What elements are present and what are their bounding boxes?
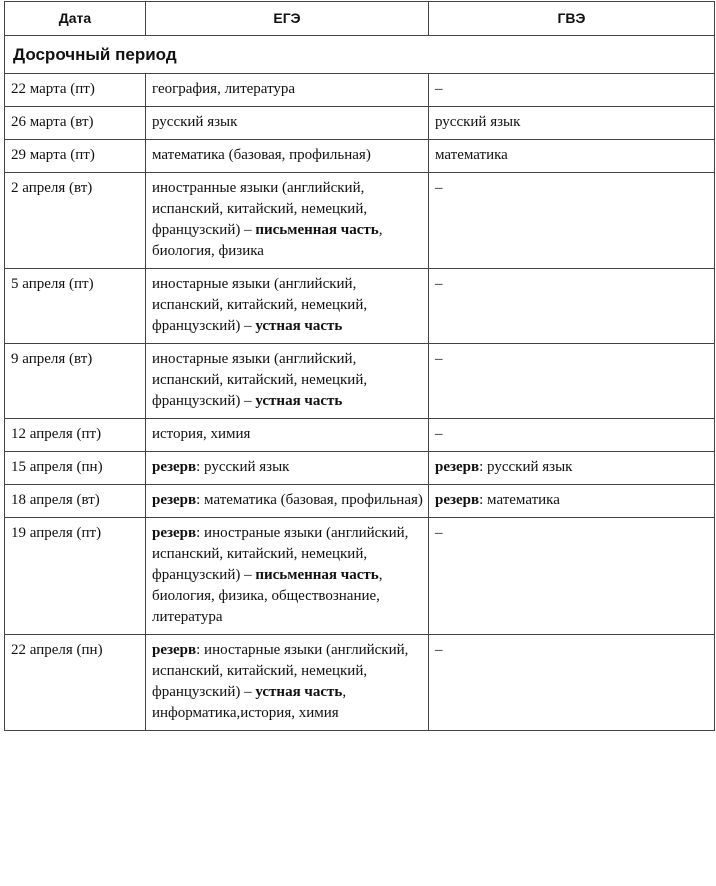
cell-gve — [429, 344, 715, 419]
bold-text: резерв — [435, 459, 480, 475]
table-row — [5, 74, 715, 107]
cell-ege — [146, 452, 429, 485]
header-ege: ЕГЭ — [146, 2, 429, 36]
cell-text: – — [435, 426, 443, 442]
cell-text: – — [435, 180, 443, 196]
cell-date: 12 апреля (пт) — [5, 419, 146, 452]
cell-ege — [146, 344, 429, 419]
table-row — [5, 518, 715, 635]
header-gve: ГВЭ — [429, 2, 715, 36]
cell-text: математика (базовая, профильная) — [152, 147, 371, 163]
table-row — [5, 485, 715, 518]
cell-gve — [429, 485, 715, 518]
table-row — [5, 635, 715, 731]
cell-date: 19 апреля (пт) — [5, 518, 146, 635]
cell-text: иностарные языки (английский, испанский, китайский, немецкий, французский) – — [152, 276, 368, 334]
cell-text: , биология, физика — [152, 222, 383, 259]
cell-text: : русский язык — [479, 459, 573, 475]
cell-ege — [146, 419, 429, 452]
cell-text: , информатика,история, химия — [152, 684, 347, 721]
cell-date: 15 апреля (пн) — [5, 452, 146, 485]
cell-gve — [429, 107, 715, 140]
cell-text: русский язык — [435, 114, 521, 130]
bold-text: резерв — [152, 525, 197, 541]
cell-date: 29 марта (пт) — [5, 140, 146, 173]
cell-text: иностранные языки (английский, испанский, китайский, немецкий, французский) – — [152, 180, 368, 238]
cell-text: география, литература — [152, 81, 296, 97]
cell-text: : русский язык — [196, 459, 290, 475]
section-title: Досрочный период — [5, 36, 715, 74]
table-row — [5, 140, 715, 173]
section-row — [5, 36, 715, 74]
cell-text: – — [435, 642, 443, 658]
cell-text: – — [435, 525, 443, 541]
cell-date: 22 марта (пт) — [5, 74, 146, 107]
cell-text: математика — [435, 147, 508, 163]
exam-schedule-table — [4, 1, 715, 731]
bold-text: резерв — [152, 492, 197, 508]
cell-ege — [146, 269, 429, 344]
header-row — [5, 2, 715, 36]
cell-text: русский язык — [152, 114, 238, 130]
bold-text: устная часть — [255, 393, 343, 409]
table-row — [5, 269, 715, 344]
cell-ege — [146, 74, 429, 107]
cell-ege — [146, 485, 429, 518]
table-row — [5, 419, 715, 452]
cell-ege — [146, 635, 429, 731]
cell-gve — [429, 74, 715, 107]
cell-gve — [429, 269, 715, 344]
cell-ege — [146, 107, 429, 140]
cell-date: 9 апреля (вт) — [5, 344, 146, 419]
cell-text: история, химия — [152, 426, 251, 442]
cell-text: : иностарные языки (английский, испанский, китайский, немецкий, французский) – — [152, 642, 409, 700]
cell-gve — [429, 419, 715, 452]
bold-text: устная часть — [255, 318, 343, 334]
cell-text: – — [435, 81, 443, 97]
bold-text: устная часть — [255, 684, 343, 700]
cell-gve — [429, 452, 715, 485]
cell-gve — [429, 518, 715, 635]
cell-date: 26 марта (вт) — [5, 107, 146, 140]
cell-text: – — [435, 351, 443, 367]
table-row — [5, 173, 715, 269]
cell-date: 18 апреля (вт) — [5, 485, 146, 518]
bold-text: письменная часть — [255, 567, 379, 583]
bold-text: письменная часть — [255, 222, 379, 238]
bold-text: резерв — [152, 459, 197, 475]
cell-gve — [429, 140, 715, 173]
table-row — [5, 107, 715, 140]
cell-ege — [146, 518, 429, 635]
cell-text: : математика (базовая, профильная) — [196, 492, 423, 508]
table-row — [5, 344, 715, 419]
table-body — [5, 36, 715, 731]
header-date: Дата — [5, 2, 146, 36]
cell-text: : иностраные языки (английский, испанский, китайский, немецкий, французский) – — [152, 525, 409, 583]
cell-gve — [429, 635, 715, 731]
cell-ege — [146, 173, 429, 269]
cell-date: 5 апреля (пт) — [5, 269, 146, 344]
bold-text: резерв — [152, 642, 197, 658]
cell-ege — [146, 140, 429, 173]
cell-text: , биология, физика, обществознание, литература — [152, 567, 383, 625]
cell-text: : математика — [479, 492, 560, 508]
cell-text: иностарные языки (английский, испанский, китайский, немецкий, французский) – — [152, 351, 368, 409]
table-header — [5, 2, 715, 36]
cell-date: 2 апреля (вт) — [5, 173, 146, 269]
cell-date: 22 апреля (пн) — [5, 635, 146, 731]
cell-text: – — [435, 276, 443, 292]
table-row — [5, 452, 715, 485]
bold-text: резерв — [435, 492, 480, 508]
cell-gve — [429, 173, 715, 269]
